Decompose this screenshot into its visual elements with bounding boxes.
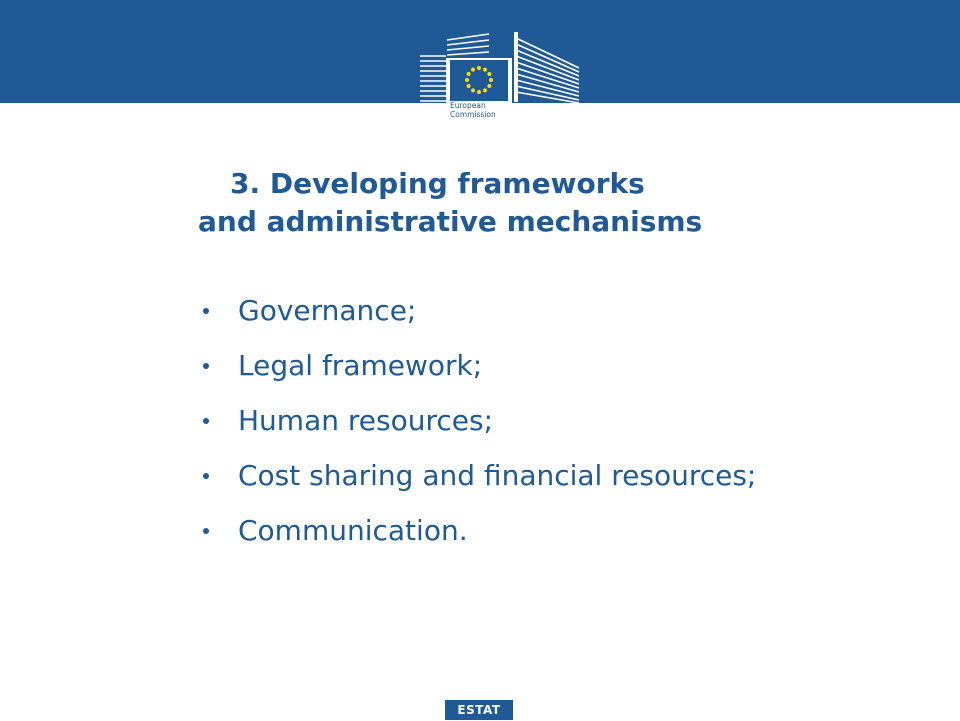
logo-wordmark xyxy=(450,101,510,119)
bullet-dot-icon xyxy=(203,528,209,534)
bullet-dot-icon xyxy=(203,473,209,479)
bullet-dot-icon xyxy=(203,418,209,424)
bullet-text: Communication. xyxy=(238,514,468,547)
estat-badge: ESTAT xyxy=(445,700,513,720)
bullet-text: Human resources; xyxy=(238,404,494,437)
slide-title-line-2: and administrative mechanisms xyxy=(198,205,703,238)
berlaymont-building-icon xyxy=(414,30,582,136)
european-commission-logo xyxy=(414,30,582,136)
bullet-dot-icon xyxy=(203,308,209,314)
bullet-text: Governance; xyxy=(238,294,417,327)
bullet-text: Legal framework; xyxy=(238,349,483,382)
logo-name-line-1: European xyxy=(450,101,486,110)
logo-name-line-2: Commission xyxy=(450,110,496,119)
bullet-dot-icon xyxy=(203,363,209,369)
slide-title-line-1: 3. Developing frameworks xyxy=(230,167,645,200)
bullet-text: Cost sharing and financial resources; xyxy=(238,459,757,492)
